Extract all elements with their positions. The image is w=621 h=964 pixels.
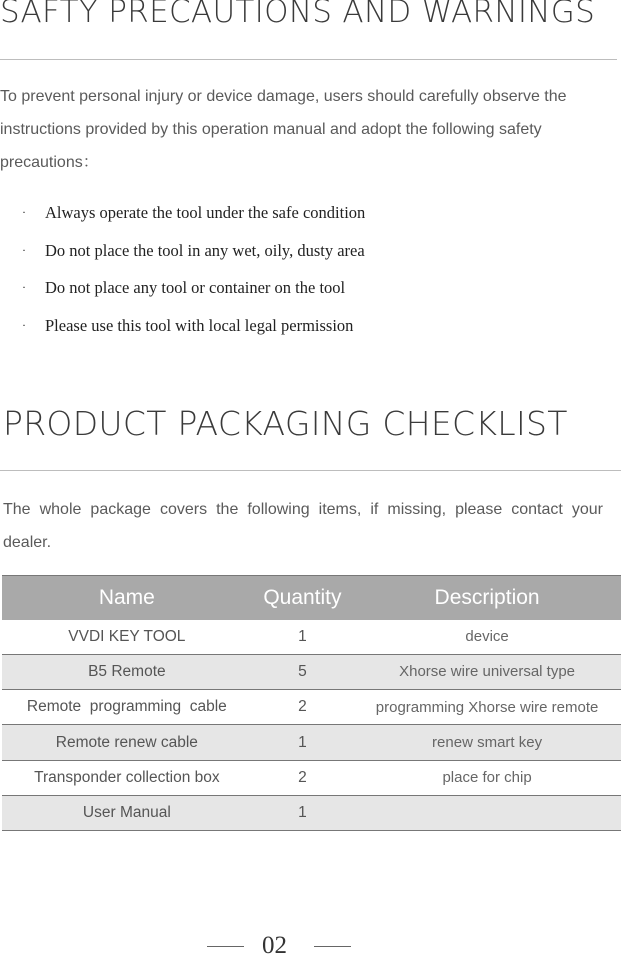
header-description: Description bbox=[353, 576, 621, 620]
bullet-dot: · bbox=[22, 317, 26, 332]
cell-name: Remote programming cable bbox=[2, 690, 252, 725]
cell-name: B5 Remote bbox=[2, 654, 252, 689]
cell-description: device bbox=[353, 620, 621, 655]
footer-line-right bbox=[314, 946, 351, 947]
page-footer bbox=[0, 930, 621, 964]
cell-name: VVDI KEY TOOL bbox=[2, 620, 252, 655]
page-number: 02 bbox=[262, 932, 287, 959]
safety-bullet-list bbox=[22, 194, 365, 344]
table-row bbox=[2, 760, 621, 795]
cell-quantity: 5 bbox=[252, 654, 353, 689]
footer-line-left bbox=[207, 946, 244, 947]
bullet-text: Do not place the tool in any wet, oily, dusty area bbox=[45, 240, 365, 260]
cell-name: User Manual bbox=[2, 795, 252, 830]
safety-divider bbox=[0, 59, 617, 60]
cell-description: programming Xhorse wire remote bbox=[353, 690, 621, 725]
cell-name: Remote renew cable bbox=[2, 725, 252, 760]
table-row bbox=[2, 795, 621, 830]
packaging-divider bbox=[0, 470, 621, 471]
cell-description: place for chip bbox=[353, 760, 621, 795]
header-quantity: Quantity bbox=[252, 576, 353, 620]
cell-description: renew smart key bbox=[353, 725, 621, 760]
table-row bbox=[2, 690, 621, 725]
table-header-row bbox=[2, 576, 621, 620]
packaging-intro: The whole package covers the following items, if missing, please contact your dealer. bbox=[3, 501, 603, 551]
bullet-item bbox=[22, 232, 365, 270]
cell-description bbox=[353, 795, 621, 830]
table-row bbox=[2, 654, 621, 689]
bullet-text: Always operate the tool under the safe condition bbox=[45, 203, 366, 222]
cell-quantity: 2 bbox=[252, 690, 353, 725]
safety-intro: To prevent personal injury or device damage, users should carefully observe the instructions provided by this operation manual and adopt the following safety precautions： bbox=[0, 88, 567, 171]
packaging-heading: PRODUCT PACKAGING CHECKLIST bbox=[3, 404, 568, 443]
bullet-item bbox=[22, 269, 365, 307]
table-row bbox=[2, 725, 621, 760]
cell-quantity: 2 bbox=[252, 760, 353, 795]
cell-quantity: 1 bbox=[252, 795, 353, 830]
bullet-text: Do not place any tool or container on the tool bbox=[45, 278, 346, 297]
checklist-table bbox=[2, 575, 621, 831]
cell-description: Xhorse wire universal type bbox=[353, 654, 621, 689]
cell-quantity: 1 bbox=[252, 725, 353, 760]
bullet-item bbox=[22, 194, 365, 232]
header-name: Name bbox=[2, 576, 252, 620]
bullet-text: Please use this tool with local legal permission bbox=[45, 315, 354, 335]
bullet-item bbox=[22, 307, 365, 345]
bullet-dot: · bbox=[22, 280, 26, 294]
bullet-dot: · bbox=[22, 242, 26, 257]
bullet-dot: · bbox=[22, 205, 26, 219]
safety-heading: SAFTY PRECAUTIONS AND WARNINGS bbox=[0, 0, 596, 30]
cell-quantity: 1 bbox=[252, 620, 353, 655]
table-row bbox=[2, 620, 621, 655]
cell-name: Transponder collection box bbox=[2, 760, 252, 795]
